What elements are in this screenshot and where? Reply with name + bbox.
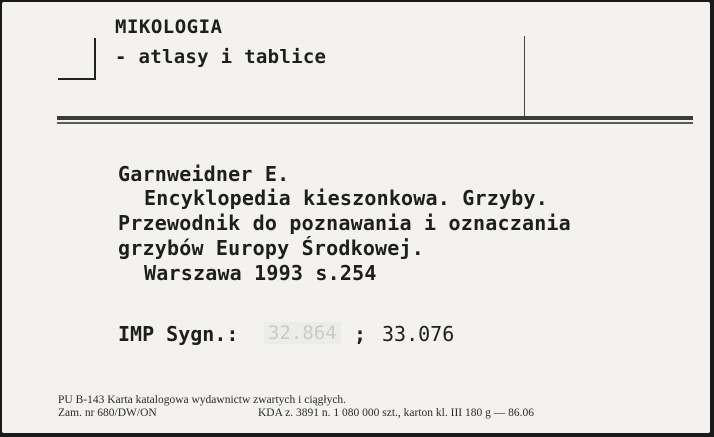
signature-number: 33.076 bbox=[382, 322, 455, 346]
signature-label: IMP Sygn.: bbox=[118, 322, 239, 346]
subject-subdivision: - atlasy i tablice bbox=[115, 46, 327, 68]
entry-title-line-3: grzybów Europy Środkowej. bbox=[118, 236, 425, 260]
footer-print-info: KDA z. 3891 n. 1 080 000 szt., karton kl. III 180 g — 86.06 bbox=[258, 407, 534, 419]
footer-form-info: PU B-143 Karta katalogowa wydawnictw zwartych i ciągłych. bbox=[58, 394, 347, 406]
subject-heading: MIKOLOGIA bbox=[115, 16, 223, 38]
heading-rule-thin bbox=[57, 122, 693, 124]
signature-separator: ; bbox=[354, 322, 367, 346]
bracket-mark-horizontal bbox=[58, 78, 96, 80]
entry-title-line-1: Encyklopedia kieszonkowa. Grzyby. bbox=[144, 186, 548, 210]
entry-imprint: Warszawa 1993 s.254 bbox=[144, 261, 377, 285]
entry-author: Garnweidner E. bbox=[118, 162, 290, 186]
bracket-mark-vertical bbox=[94, 38, 96, 80]
entry-title-line-2: Przewodnik do poznawania i oznaczania bbox=[118, 211, 571, 235]
heading-rule-thick bbox=[57, 116, 693, 120]
vertical-divider bbox=[524, 36, 525, 116]
footer-order-number: Zam. nr 680/DW/ON bbox=[58, 407, 157, 419]
catalog-card bbox=[2, 2, 710, 433]
signature-old-number-erased: 32.864 bbox=[264, 322, 341, 344]
